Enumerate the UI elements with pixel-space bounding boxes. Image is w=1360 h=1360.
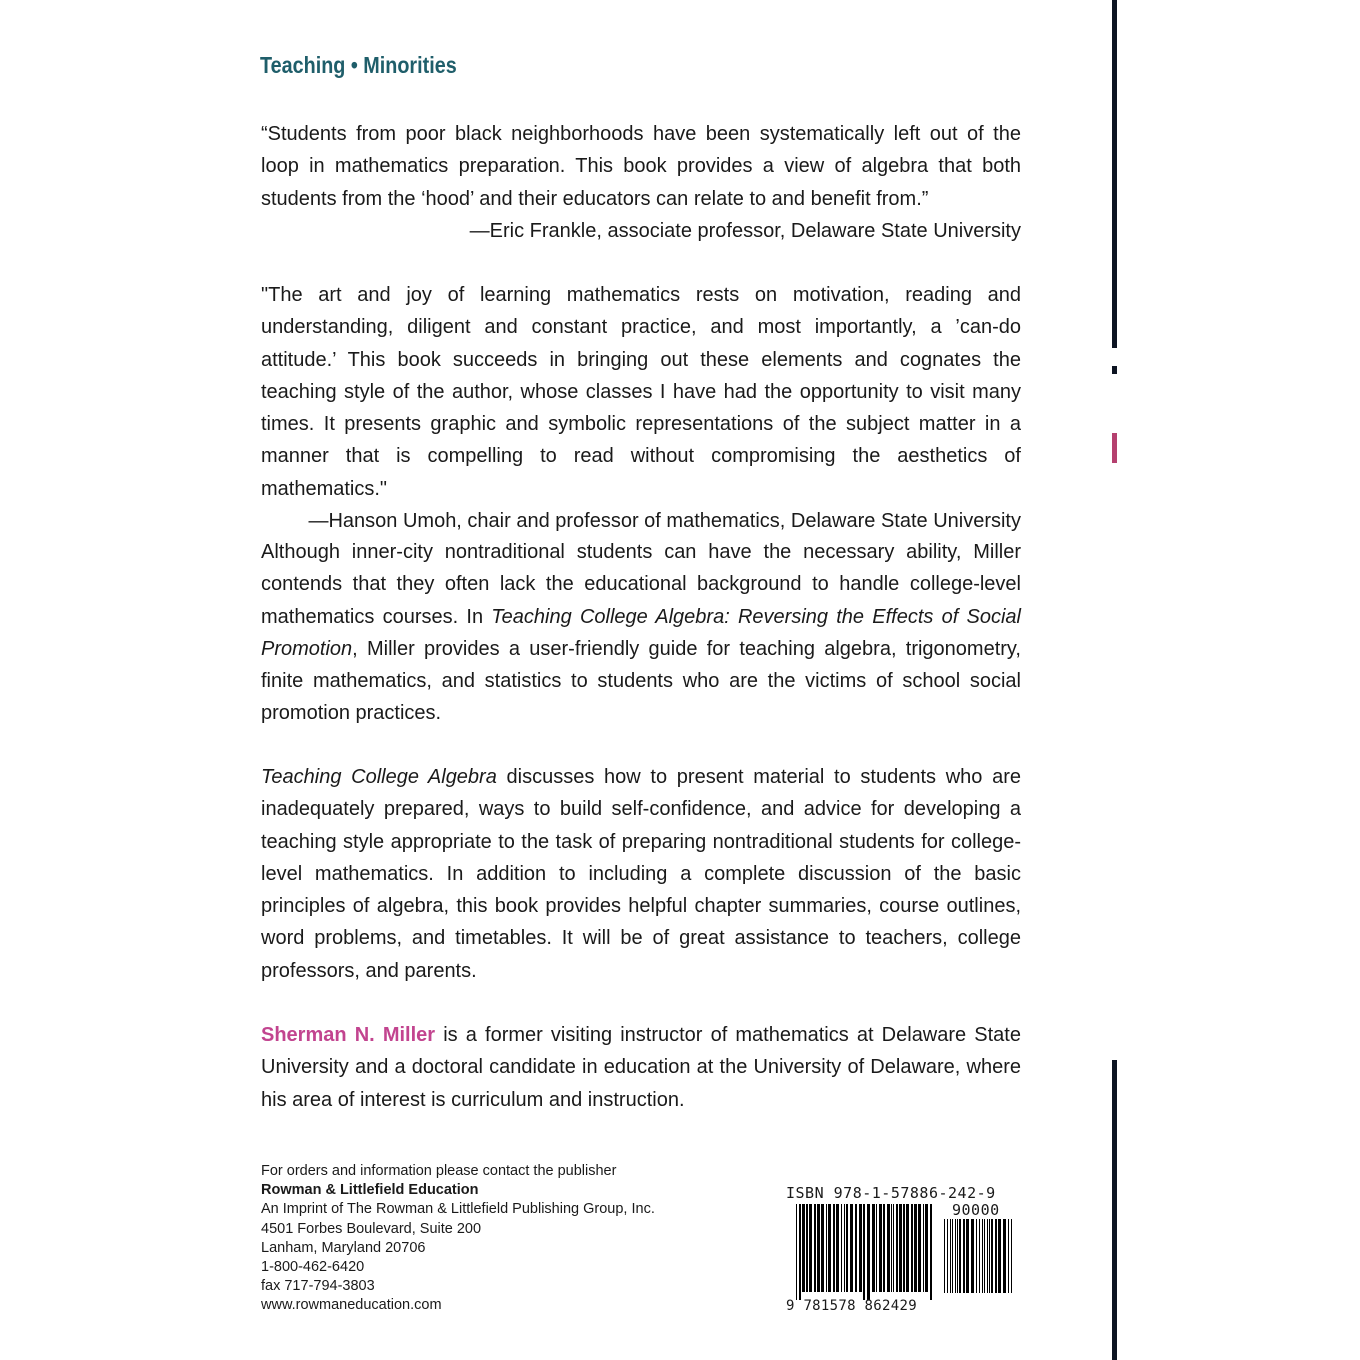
barcode-bar <box>1011 1219 1012 1293</box>
barcode-bar <box>867 1204 870 1300</box>
barcode-bar <box>883 1204 885 1292</box>
author-name: Sherman N. Miller <box>261 1024 436 1046</box>
barcode-bar <box>982 1219 983 1293</box>
barcode-bar <box>991 1219 993 1293</box>
barcode-bar <box>872 1204 875 1292</box>
quote-1-attribution: —Eric Frankle, associate professor, Delaware State University <box>469 219 1021 242</box>
spine-edge-bottom <box>1112 1060 1117 1360</box>
barcode-bar <box>799 1204 801 1300</box>
barcode-bar <box>998 1219 1001 1293</box>
barcode-bar <box>957 1219 958 1293</box>
barcode-bar <box>947 1219 948 1293</box>
spine-mark <box>1112 366 1117 374</box>
book-title-full: Teaching College Algebra: Reversing the Effects of Social Promotion <box>261 605 1021 660</box>
barcode-bar <box>918 1204 921 1292</box>
barcode-bar <box>814 1204 816 1292</box>
barcode-bar <box>995 1219 997 1293</box>
book-title-short: Teaching College Algebra <box>261 766 497 788</box>
barcode-bar <box>893 1204 894 1292</box>
barcode-bar <box>817 1204 820 1292</box>
quote-2-text: "The art and joy of learning mathematics rests on motivation, reading and understanding, diligent and constant practice, and most importantly, a ’can-do attitude.’ This book succeeds in bringing out these elements and cognates the teaching style of the author, whose classes I have had the opportunity to visit many times. It presents graphic and symbolic representations of the subject matter in a manner that is compelling to read without compromising the aesthetics of mathematics." <box>261 284 1021 500</box>
publisher-contact-line: For orders and information please contact the publisher <box>261 1163 617 1179</box>
description-1-part-2: , Miller provides a user-friendly guide for teaching algebra, trigonometry, finite mathematics, and statistics to students who are the victims of school social promotion practices. <box>261 637 1021 725</box>
barcode-bar <box>914 1204 917 1292</box>
barcode-bar <box>855 1204 857 1292</box>
publisher-address-2: Lanham, Maryland 20706 <box>261 1239 426 1256</box>
spine-accent <box>1112 433 1117 463</box>
description-paragraph-1 <box>261 536 1021 730</box>
author-bio <box>261 1019 1021 1116</box>
barcode-bar <box>950 1219 951 1293</box>
publisher-info <box>261 1162 655 1316</box>
endorsement-quote-1 <box>261 118 1021 247</box>
barcode-bar <box>966 1219 969 1293</box>
barcode-bar <box>906 1204 909 1292</box>
barcode-bar <box>963 1219 965 1293</box>
barcode-bar <box>863 1204 865 1300</box>
barcode-bar <box>944 1219 945 1293</box>
barcode-bar <box>984 1219 985 1293</box>
barcode-bar <box>802 1204 805 1292</box>
publisher-fax: fax 717-794-3803 <box>261 1278 375 1295</box>
publisher-website: www.rowmaneducation.com <box>261 1297 442 1314</box>
barcode-bar <box>959 1219 961 1293</box>
barcode-bar <box>796 1204 797 1300</box>
barcode-bar <box>1003 1219 1006 1293</box>
barcode-bar <box>896 1204 898 1292</box>
publisher-address-1: 4501 Forbes Boulevard, Suite 200 <box>261 1220 482 1237</box>
barcode-bar <box>836 1204 839 1292</box>
description-1-part-1: Although inner-city nontraditional students can have the necessary ability, Miller contends that they often lack the educational background to handle college-level mathematics courses. In <box>261 541 1021 628</box>
ean-barcode <box>796 1204 934 1300</box>
addon-barcode <box>944 1219 1016 1301</box>
ean-digits: 9 781578 862429 <box>786 1298 917 1314</box>
barcode-bar <box>859 1204 862 1292</box>
barcode-bar <box>844 1204 845 1292</box>
barcode-bar <box>899 1204 902 1292</box>
barcode-bar <box>903 1204 905 1292</box>
barcode-bar <box>833 1204 835 1292</box>
barcode-bar <box>828 1204 831 1292</box>
barcode-bar <box>930 1204 932 1300</box>
quote-2-attribution: —Hanson Umoh, chair and professor of mathematics, Delaware State University <box>308 510 1021 533</box>
publisher-name: Rowman & Littlefield Education <box>261 1182 479 1199</box>
barcode-bar <box>806 1204 808 1292</box>
description-2-text: discusses how to present material to students who are inadequately prepared, ways to build self-confidence, and advice for developing a teaching style appropriate to the task of preparing nontraditional students for college-level mathematics. In addition to including a complete discussion of the basic principles of algebra, this book provides helpful chapter summaries, course outlines, word problems, and timetables. It will be of great assistance to teachers, college professors, and parents. <box>261 766 1021 982</box>
publisher-imprint: An Imprint of The Rowman & Littlefield Publishing Group, Inc. <box>261 1201 655 1218</box>
barcode-bar <box>826 1204 827 1292</box>
description-paragraph-2 <box>261 761 1021 987</box>
endorsement-quote-2 <box>261 279 1021 537</box>
barcode-bar <box>955 1219 956 1293</box>
barcode-bar <box>879 1204 882 1292</box>
barcode-bar <box>923 1204 924 1292</box>
publisher-phone: 1-800-462-6420 <box>261 1259 365 1276</box>
barcode-bar <box>891 1204 892 1292</box>
author-bio-text: is a former visiting instructor of mathematics at Delaware State University and a doctoral candidate in education at the University of Delaware, where his area of interest is curriculum and instruction. <box>261 1024 1021 1111</box>
barcode-bar <box>976 1219 977 1293</box>
barcode-bar <box>850 1204 853 1292</box>
barcode-bar <box>841 1204 842 1292</box>
barcode-bar <box>925 1204 928 1292</box>
barcode-bar <box>846 1204 848 1292</box>
barcode-bar <box>887 1204 890 1292</box>
barcode-bar <box>1008 1219 1009 1293</box>
spine-edge-top <box>1112 0 1117 348</box>
barcode-bar <box>979 1219 980 1293</box>
barcode-bar <box>876 1204 877 1292</box>
barcode-bar <box>987 1219 988 1293</box>
category-heading: Teaching • Minorities <box>260 52 457 78</box>
quote-1-text: “Students from poor black neighborhoods have been systematically left out of the loop in mathematics preparation. This book provides a view of algebra that both students from the ‘hood’ and their educators can relate to and benefit from.” <box>261 123 1021 210</box>
barcode-bar <box>821 1204 824 1292</box>
barcode-bar <box>809 1204 812 1292</box>
price-code: 90000 <box>952 1201 1000 1219</box>
barcode-bar <box>971 1219 974 1293</box>
barcode-bar <box>911 1204 913 1292</box>
isbn-label: ISBN 978-1-57886-242-9 <box>786 1184 996 1202</box>
barcode-bar <box>989 1219 990 1293</box>
barcode-bar <box>952 1219 953 1293</box>
